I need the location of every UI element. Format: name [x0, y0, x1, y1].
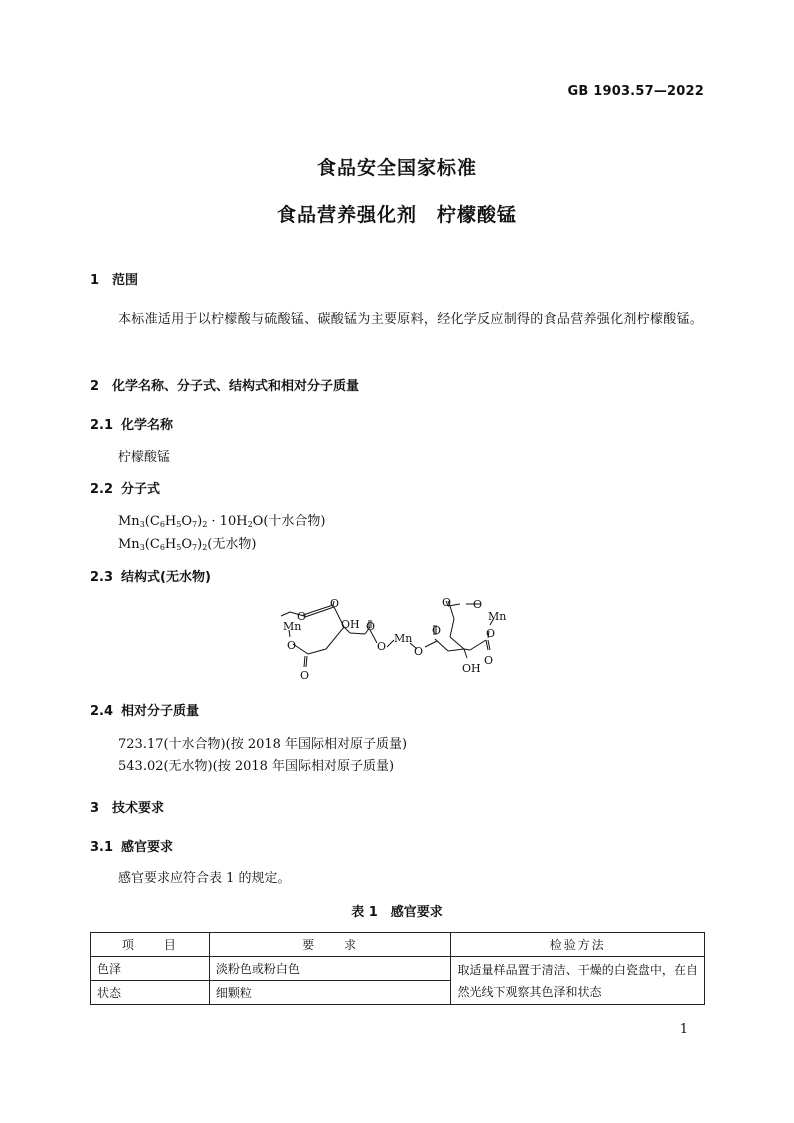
page-number: 1	[679, 1022, 688, 1037]
section-3-heading: 3 技术要求	[90, 801, 165, 816]
section-1-heading: 1 范围	[90, 273, 139, 288]
structural-formula	[270, 592, 520, 684]
table-header-row	[91, 933, 705, 957]
standard-subtitle: 食品营养强化剂 柠檬酸锰	[276, 204, 517, 226]
section-3-1-heading: 3.1 感官要求	[90, 840, 174, 855]
formula-decahydrate: $Mn_3(C_6H_5O_7)_2 \cdot 10H_2O$(十水合物)	[118, 514, 326, 529]
table-1-caption: 表 1 感官要求	[351, 905, 443, 920]
table-cell-requirement: 淡粉色或粉白色	[209, 957, 451, 981]
section-2-2-heading: 2.2 分子式	[90, 482, 161, 497]
svg-text:O: O	[377, 640, 387, 653]
svg-text:Mn: Mn	[488, 610, 507, 623]
standard-title: 食品安全国家标准	[316, 157, 477, 179]
molecular-weight-decahydrate: 723.17(十水合物)(按 2018 年国际相对原子质量)	[118, 737, 408, 752]
molecular-weight-anhydrous: 543.02(无水物)(按 2018 年国际相对原子质量)	[118, 759, 395, 774]
svg-text:O: O	[297, 610, 307, 623]
section-3-1-text: 感官要求应符合表 1 的规定。	[118, 871, 291, 886]
svg-text:O: O	[486, 627, 496, 640]
svg-text:OH: OH	[341, 618, 360, 631]
table-cell-item: 状态	[91, 981, 210, 1005]
formula-anhydrous: $Mn_3(C_6H_5O_7)_2$(无水物)	[118, 537, 257, 552]
section-2-4-heading: 2.4 相对分子质量	[90, 704, 200, 719]
svg-text:O: O	[330, 597, 340, 610]
table-cell-method: 取适量样品置于清洁、干燥的白瓷盘中，在自然光线下观察其色泽和状态	[451, 957, 705, 1005]
table-header-requirement: 要 求	[209, 933, 451, 957]
svg-text:O: O	[432, 624, 442, 637]
svg-text:O: O	[442, 596, 452, 609]
svg-text:O: O	[484, 654, 494, 667]
section-2-1-heading: 2.1 化学名称	[90, 418, 174, 433]
section-2-3-heading: 2.3 结构式(无水物)	[90, 570, 211, 585]
table-cell-item: 色泽	[91, 957, 210, 981]
section-2-heading: 2 化学名称、分子式、结构式和相对分子质量	[90, 379, 360, 394]
svg-text:Mn: Mn	[394, 632, 413, 645]
sensory-requirements-table	[90, 932, 705, 1005]
table-header-item: 项 目	[91, 933, 210, 957]
standard-number: GB 1903.57—2022	[567, 84, 704, 99]
section-1-text: 本标准适用于以柠檬酸与硫酸锰、碳酸锰为主要原料，经化学反应制得的食品营养强化剂柠檬酸锰。	[118, 312, 704, 327]
chemical-name: 柠檬酸锰	[118, 450, 171, 465]
svg-text:O: O	[414, 645, 424, 658]
svg-text:O: O	[287, 639, 297, 652]
svg-text:O: O	[366, 620, 376, 633]
svg-text:O: O	[300, 669, 310, 682]
table-cell-requirement: 细颗粒	[209, 981, 451, 1005]
svg-text:OH: OH	[462, 662, 481, 675]
svg-text:Mn: Mn	[283, 620, 302, 633]
table-row	[91, 957, 705, 981]
table-header-method: 检验方法	[451, 933, 705, 957]
svg-text:O: O	[473, 598, 483, 611]
